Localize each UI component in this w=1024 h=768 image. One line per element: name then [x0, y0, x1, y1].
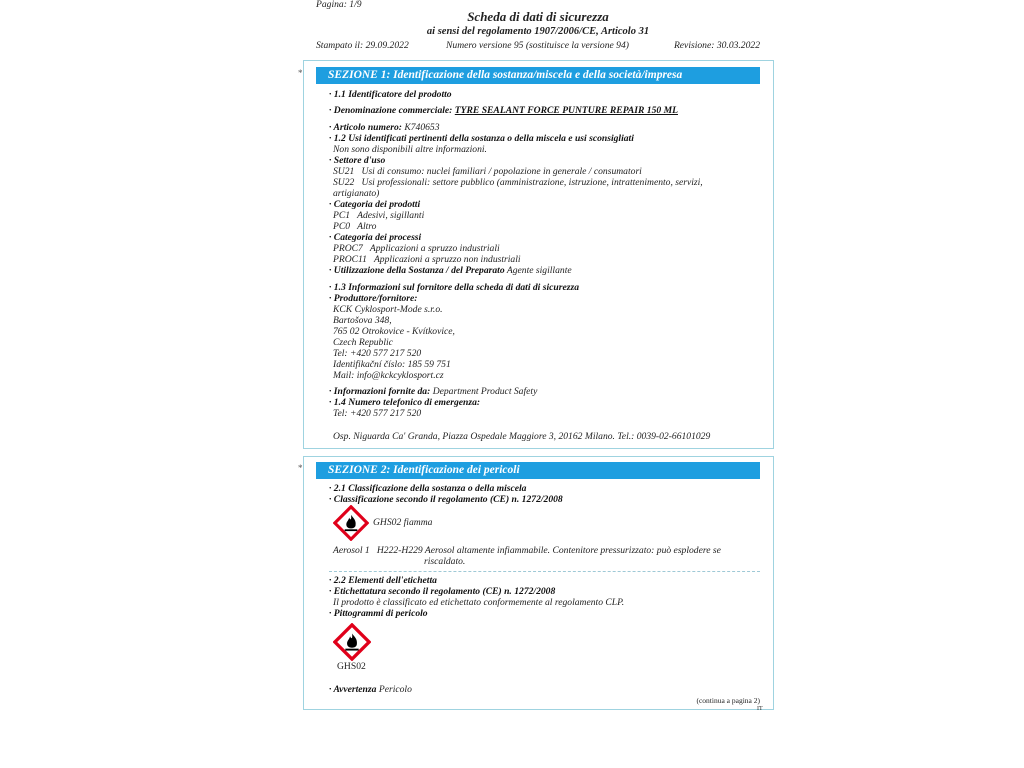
aerosol-hazard: Aerosol 1 H222-H229 Aerosol altamente infiammabile. Contenitore pressurizzato: può esplodere se — [333, 545, 721, 556]
product-category-label: · Categoria dei prodotti — [329, 199, 421, 210]
warning-line — [329, 684, 412, 696]
proc7: PROC7 Applicazioni a spruzzo industriali — [333, 243, 500, 254]
pc1: PC1 Adesivi, sigillanti — [333, 210, 425, 221]
su22-cont: artigianato) — [333, 188, 380, 199]
article-value: K740653 — [404, 122, 440, 133]
emergency-tel: Tel: +420 577 217 520 — [333, 408, 422, 419]
producer-email[interactable]: Mail: info@kckcyklosport.cz — [333, 370, 444, 381]
s12-heading: · 1.2 Usi identificati pertinenti della sostanza o della miscela e usi sconsigliati — [329, 133, 634, 144]
sector-label: · Settore d'uso — [329, 155, 386, 166]
producer-line: Czech Republic — [333, 337, 393, 348]
producer-line: 765 02 Otrokovice - Kvítkovice, — [333, 326, 455, 337]
use-label: · Utilizzazione della Sostanza / del Preparato — [329, 265, 505, 276]
trade-name-value: TYRE SEALANT FORCE PUNTURE REPAIR 150 ML — [454, 105, 678, 116]
producer-line: Tel: +420 577 217 520 — [333, 348, 422, 359]
pc0: PC0 Altro — [333, 221, 377, 232]
document-subtitle: ai sensi del regolamento 1907/2006/CE, Articolo 31 — [426, 26, 650, 37]
warning-label: · Avvertenza — [329, 684, 377, 695]
info-label: · Informazioni fornite da: — [329, 386, 431, 397]
divider — [329, 571, 760, 572]
no-info-text: Non sono disponibili altre informazioni. — [333, 144, 487, 155]
flame-hazard-icon — [333, 505, 369, 541]
language-code: IT — [757, 706, 763, 712]
change-marker: * — [298, 68, 303, 78]
s11-heading: · 1.1 Identificatore del prodotto — [329, 89, 452, 100]
labelling-heading: · Etichettatura secondo il regolamento (CE) n. 1272/2008 — [329, 586, 556, 597]
trade-name-label: · Denominazione commerciale: — [329, 105, 453, 116]
pictograms-label: · Pittogrammi di pericolo — [329, 608, 428, 619]
s21-heading: · 2.1 Classificazione della sostanza o della miscela — [329, 483, 527, 494]
section-1-header: SEZIONE 1: Identificazione della sostanza/miscela e della società/impresa — [316, 67, 760, 84]
process-category-label: · Categoria dei processi — [329, 232, 422, 243]
revision-date: Revisione: 30.03.2022 — [673, 40, 760, 51]
use-line — [329, 265, 572, 277]
su22: SU22 Usi professionali: settore pubblico (amministrazione, istruzione, intrattenimento, servizi, — [333, 177, 703, 188]
document-title: Scheda di dati di sicurezza — [467, 9, 609, 24]
ghs-code: GHS02 — [337, 661, 366, 672]
version-number: Numero versione 95 (sostituisce la versione 94) — [446, 40, 629, 51]
info-value: Department Product Safety — [432, 386, 538, 397]
s13-heading: · 1.3 Informazioni sul fornitore della scheda di dati di sicurezza — [329, 282, 579, 293]
warning-value: Pericolo — [378, 684, 412, 695]
producer-label: · Produttore/fornitore: — [329, 293, 418, 304]
proc11: PROC11 Applicazioni a spruzzo non industriali — [333, 254, 521, 265]
su21: SU21 Usi di consumo: nuclei familiari / popolazione in generale / consumatori — [333, 166, 642, 177]
s14-heading: · 1.4 Numero telefonico di emergenza: — [329, 397, 481, 408]
producer-line: Bartošova 348, — [333, 315, 392, 326]
page-number: Pagina: 1/9 — [316, 0, 362, 10]
use-value: Agente sigillante — [506, 265, 572, 276]
section-2-header: SEZIONE 2: Identificazione dei pericoli — [316, 462, 760, 479]
printed-date: Stampato il: 29.09.2022 — [316, 40, 409, 51]
trade-name — [329, 105, 678, 117]
classification-heading: · Classificazione secondo il regolamento (CE) n. 1272/2008 — [329, 494, 563, 505]
article-label: · Articolo numero: — [329, 122, 402, 133]
change-marker: * — [298, 463, 303, 473]
continued-note: (continua a pagina 2) — [696, 696, 760, 705]
hospital-contact: Osp. Niguarda Ca' Granda, Piazza Ospedale Maggiore 3, 20162 Milano. Tel.: 0039-02-66101029 — [333, 431, 711, 442]
aerosol-hazard-cont: riscaldato. — [424, 556, 466, 567]
clp-text: Il prodotto è classificato ed etichettato conformemente al regolamento CLP. — [333, 597, 625, 608]
flame-hazard-icon — [333, 623, 371, 661]
ghs-caption: GHS02 fiamma — [373, 517, 433, 528]
producer-line: Identifikační číslo: 185 59 751 — [333, 359, 451, 370]
s22-heading: · 2.2 Elementi dell'etichetta — [329, 575, 437, 586]
producer-line: KCK Cyklosport-Mode s.r.o. — [333, 304, 443, 315]
